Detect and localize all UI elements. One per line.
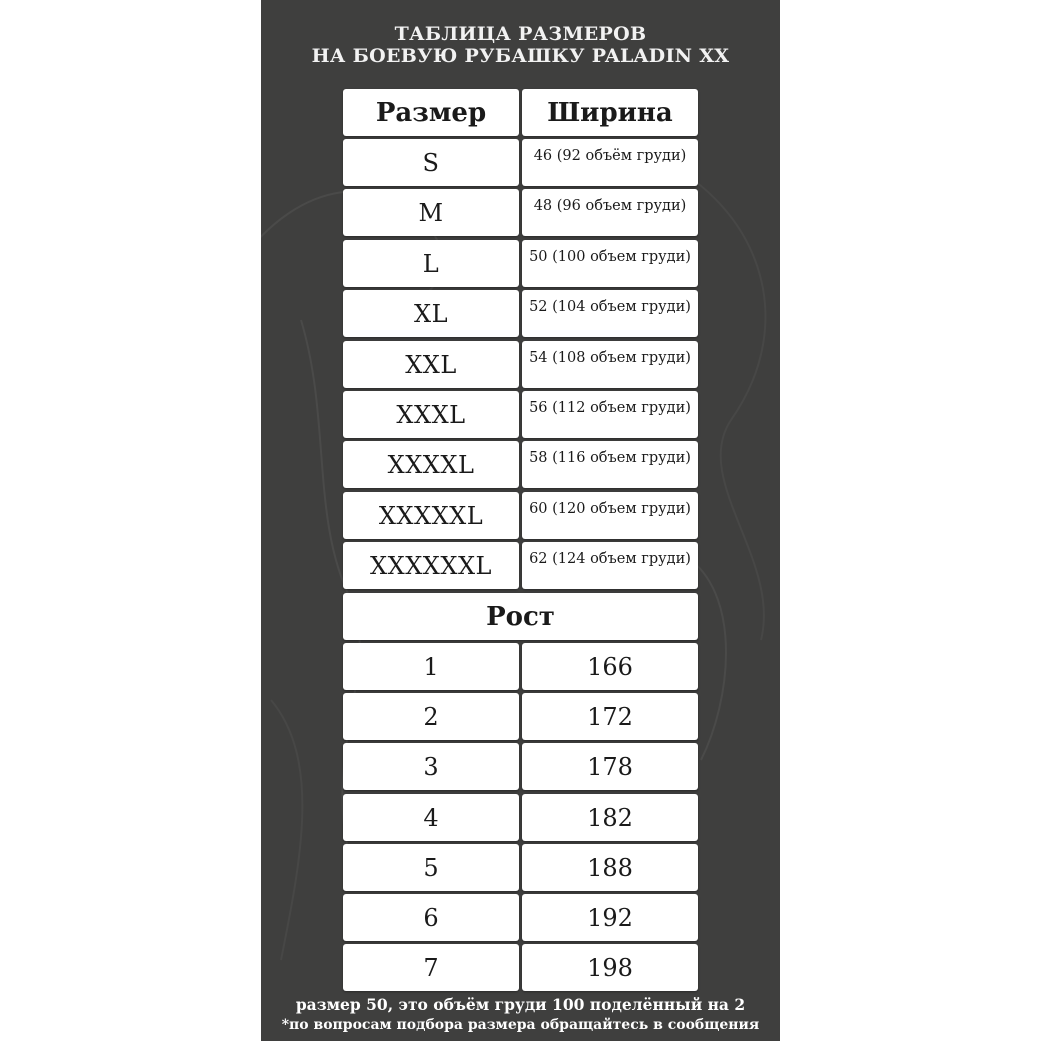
title-line-1: ТАБЛИЦА РАЗМЕРОВ xyxy=(394,23,647,45)
height-index-cell: 6 xyxy=(343,894,519,941)
width-cell: 62 (124 объем груди) xyxy=(522,542,698,589)
header-size: Размер xyxy=(343,89,519,136)
width-cell: 50 (100 объем груди) xyxy=(522,240,698,287)
height-value-cell: 182 xyxy=(522,794,698,841)
height-index-cell: 3 xyxy=(343,743,519,790)
width-cell: 54 (108 объем груди) xyxy=(522,341,698,388)
width-cell: 56 (112 объем груди) xyxy=(522,391,698,438)
height-value-cell: 188 xyxy=(522,844,698,891)
header-width: Ширина xyxy=(522,89,698,136)
width-cell: 48 (96 объем груди) xyxy=(522,189,698,236)
width-cell: 52 (104 объем груди) xyxy=(522,290,698,337)
width-cell: 46 (92 объём груди) xyxy=(522,139,698,186)
height-index-cell: 2 xyxy=(343,693,519,740)
header-height: Рост xyxy=(343,593,698,640)
height-index-cell: 5 xyxy=(343,844,519,891)
size-cell: XXXXXXL xyxy=(343,542,519,589)
size-cell: XXL xyxy=(343,341,519,388)
height-value-cell: 166 xyxy=(522,643,698,690)
size-cell: S xyxy=(343,139,519,186)
height-value-cell: 178 xyxy=(522,743,698,790)
size-cell: XL xyxy=(343,290,519,337)
size-cell: L xyxy=(343,240,519,287)
size-cell: XXXL xyxy=(343,391,519,438)
height-index-cell: 4 xyxy=(343,794,519,841)
height-value-cell: 192 xyxy=(522,894,698,941)
size-cell: M xyxy=(343,189,519,236)
width-cell: 58 (116 объем груди) xyxy=(522,441,698,488)
background-pattern xyxy=(261,0,780,1041)
height-index-cell: 7 xyxy=(343,944,519,991)
size-chart-panel xyxy=(261,0,780,1041)
title-line-2: НА БОЕВУЮ РУБАШКУ PALADIN XX xyxy=(311,45,730,67)
height-index-cell: 1 xyxy=(343,643,519,690)
height-value-cell: 172 xyxy=(522,693,698,740)
note-line-2: *по вопросам подбора размера обращайтесь в сообщения xyxy=(281,1017,760,1033)
size-cell: XXXXL xyxy=(343,441,519,488)
size-cell: XXXXXL xyxy=(343,492,519,539)
width-cell: 60 (120 объем груди) xyxy=(522,492,698,539)
note-line-1: размер 50, это объём груди 100 поделённый на 2 xyxy=(295,995,746,1014)
height-value-cell: 198 xyxy=(522,944,698,991)
